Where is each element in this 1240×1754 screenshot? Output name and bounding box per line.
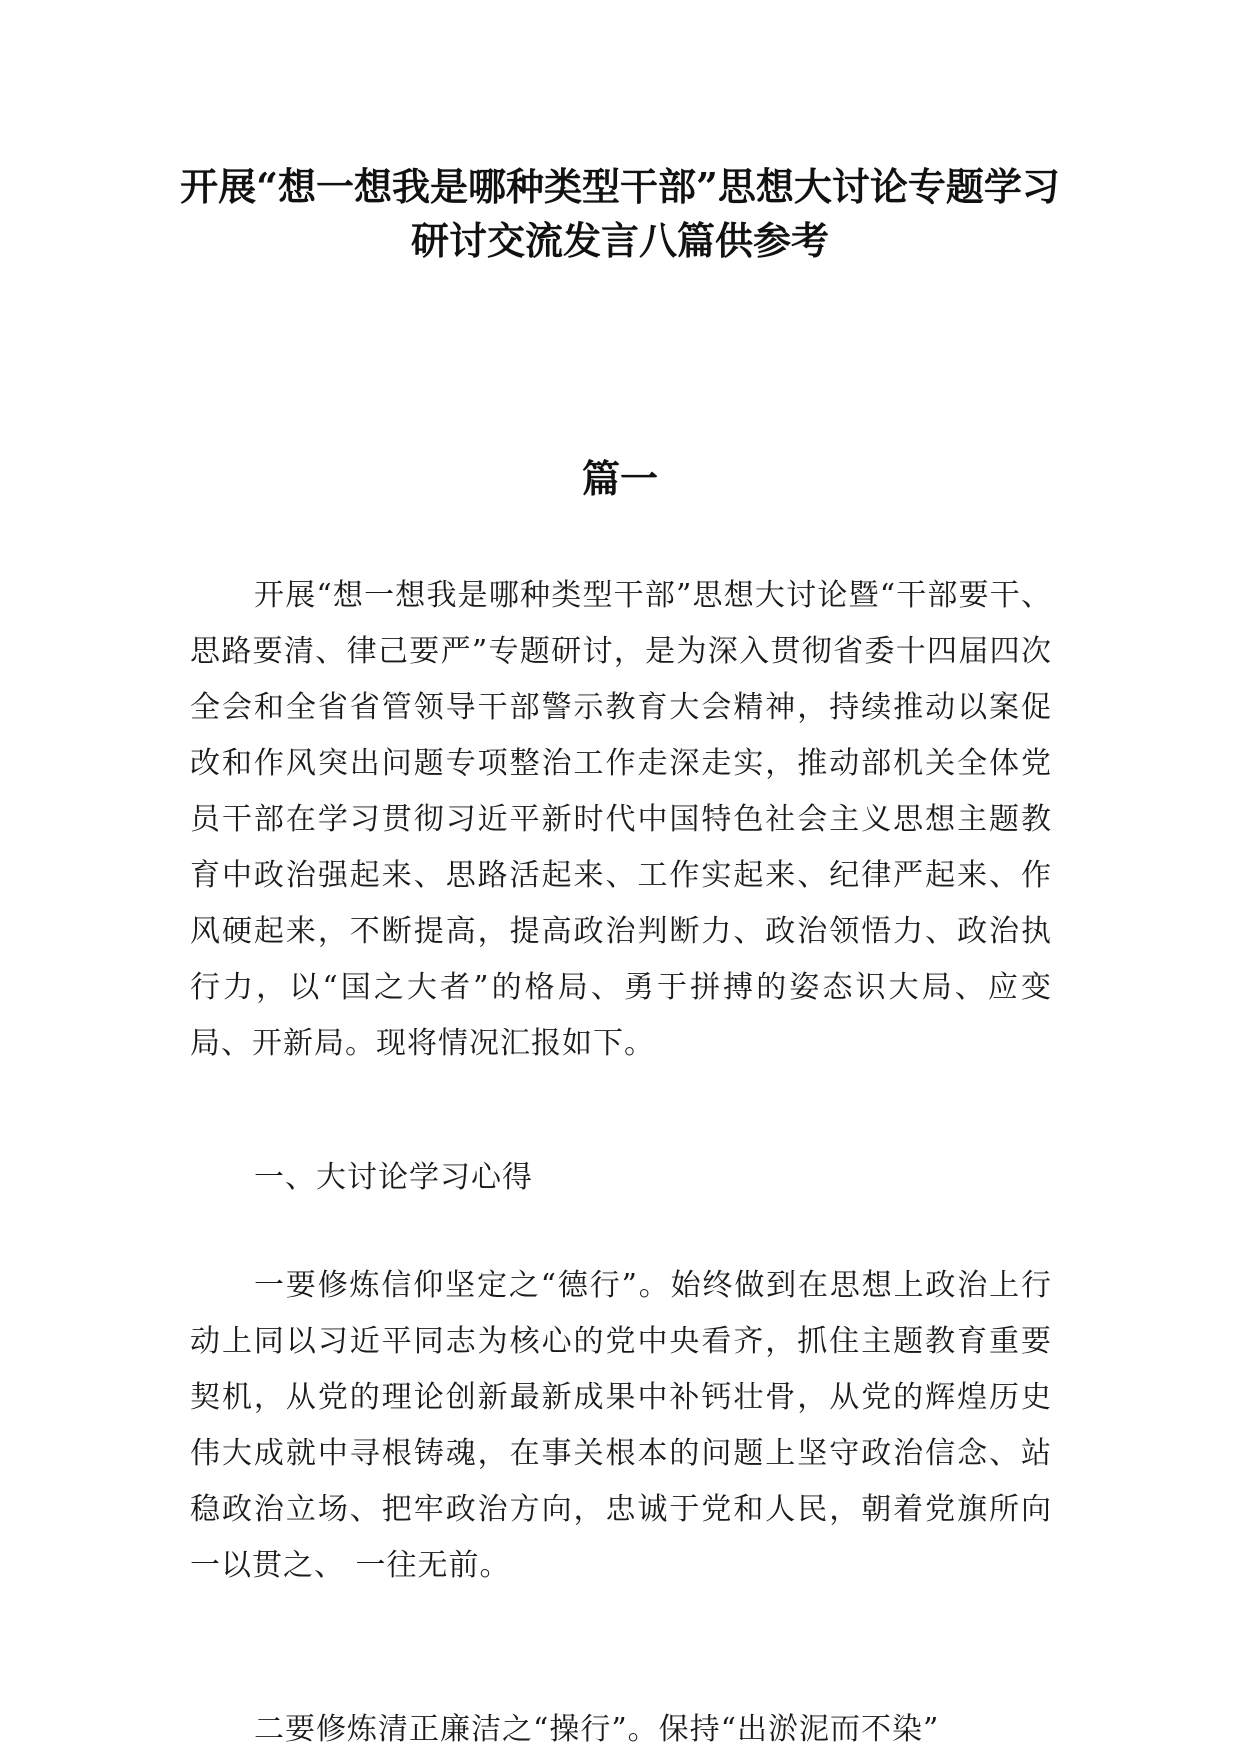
- body-paragraph: 二要修炼清正廉洁之“操行”。保持“出淤泥而不染”: [254, 1712, 940, 1747]
- section-heading: 篇一: [581, 456, 658, 501]
- body-paragraph: 开展“想一想我是哪种类型干部”思想大讨论暨“干部要干、思路要清、律己要严”专题研讨，是为深入贯彻省委十四届四次全会和全省省管领导干部警示教育大会精神，持续推动以案促改和作风突出问题专项整治工作走深走实，推动部机关全体党员干部在学习贯彻习近平新时代中国特色社会主义思想主题教育中政治强起来、思路活起来、工作实起来、纪律严起来、作风硬起来，不断提高，提高政治判断力、政治领悟力、政治执行力，以“国之大者”的格局、勇于拼搏的姿态识大局、应变局、开新局。现将情况汇报如下。: [190, 578, 1052, 1061]
- document-title: 开展“想一想我是哪种类型干部”思想大讨论专题学习研讨交流发言八篇供参考: [180, 164, 1060, 263]
- body-paragraph: 一要修炼信仰坚定之“德行”。始终做到在思想上政治上行动上同以习近平同志为核心的党中央看齐，抓住主题教育重要契机，从党的理论创新最新成果中补钙壮骨，从党的辉煌历史伟大成就中寻根铸魂，在事关根本的问题上坚守政治信念、站稳政治立场、把牢政治方向，忠诚于党和人民，朝着党旗所向一以贯之、 一往无前。: [190, 1268, 1052, 1583]
- subsection-heading: 一、大讨论学习心得: [254, 1160, 533, 1195]
